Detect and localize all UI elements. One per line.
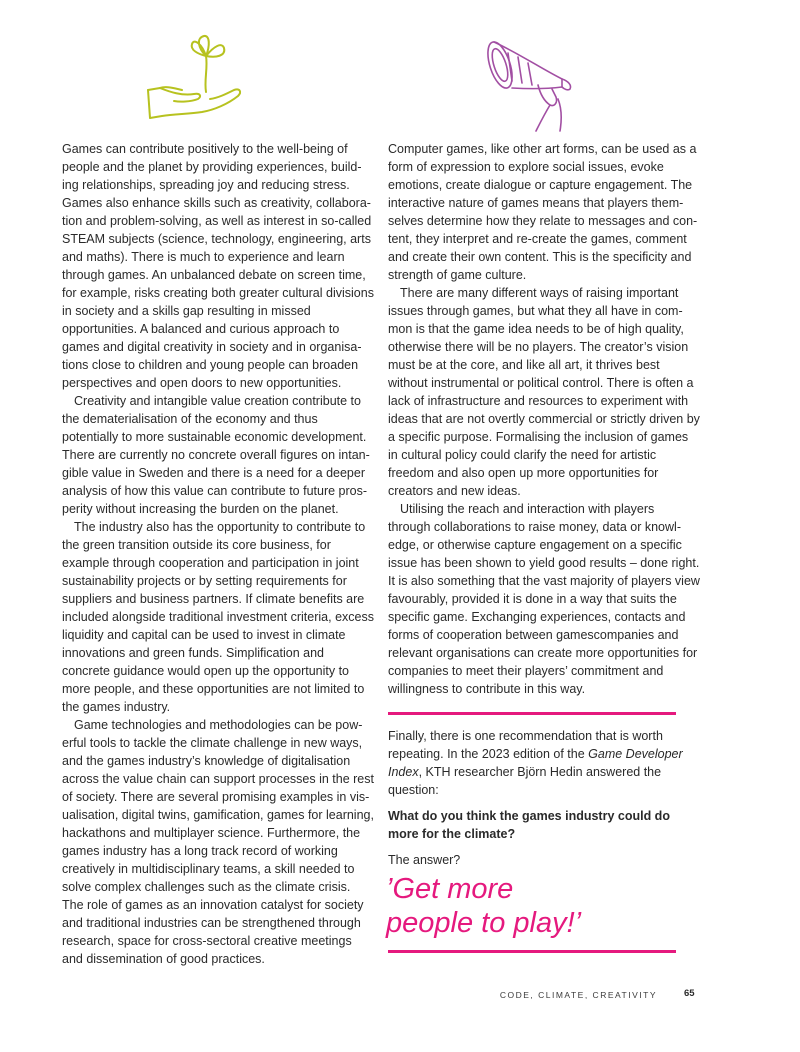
left-paragraph-4: Game technologies and methodologies can be powerful tools to tackle the climate challenge in new ways, and the games industry’s knowledge of digitalisation across the value chain can support processes in the rest of society. There are several promising examples in visualisation, digital twins, gamification, games for learning, hackathons and multiplayer science. Furthermore, the games industry has a long track record of working creatively in multidisciplinary teams, a skill needed to solve complex challenges such as the climate crisis. The role of games as an innovation catalyst for society and traditional industries can be strengthened through research, space for cross-sectoral creative meetings and dissemination of good practices.	[62, 718, 374, 966]
closing-intro-text-end: , KTH researcher Björn Hedin answered the question:	[388, 765, 662, 797]
right-paragraph-1: Computer games, like other art forms, can be used as a form of expression to explore social issues, evoke emotions, create dialogue or capture engagement. The interactive nature of games means that players themselves determine how they relate to messages and content, they interpret and re-create the games, comment and create their own content. This is the specificity and strength of game culture.	[388, 142, 698, 282]
footer-section-title: CODE, CLIMATE, CREATIVITY	[499, 990, 657, 1000]
closing-intro-text: Finally, there is one recommendation that is worth repeating. In the 2023 edition of the	[388, 729, 663, 761]
megaphone-icon	[478, 33, 588, 133]
right-column	[388, 140, 700, 698]
closing-intro	[388, 727, 688, 799]
hand-with-sprout-icon	[140, 30, 250, 125]
pull-quote-line-1: ’Get more	[386, 873, 514, 905]
pull-quote-line-2: people to play!’	[386, 907, 582, 939]
accent-divider-bottom	[388, 950, 676, 953]
accent-divider-top	[388, 712, 676, 715]
left-column	[62, 140, 374, 968]
page-number: 65	[684, 988, 695, 999]
right-paragraph-2: There are many different ways of raising important issues through games, but what they all have in common is that the game idea needs to be of high quality, otherwise there will be no players. The creator’s vision must be at the core, and like all art, it thrives best without instrumental or political control. There is often a lack of infrastructure and resources to experiment with ideas that are not overtly commercial or strictly driven by a specific purpose. Formalising the inclusion of games in cultural policy could clarify the need for artistic freedom and also open up more opportunities for creators and new ideas.	[388, 286, 700, 498]
right-paragraph-3: Utilising the reach and interaction with players through collaborations to raise money, data or knowledge, or otherwise capture engagement on a specific issue has been shown to yield good results – done right. It is also something that the vast majority of players view favourably, provided it is done in a way that suits the specific game. Exchanging experiences, contacts and forms of cooperation between gamescompanies and relevant organisations can create more opportunities for companies to meet their players’ commitment and willingness to contribute in this way.	[388, 502, 700, 696]
left-paragraph-1: Games can contribute positively to the well-being of people and the planet by providing experiences, building relationships, spreading joy and reducing stress. Games also enhance skills such as creativity, collaboration and problem-solving, as well as interest in so-called STEAM subjects (science, technology, engineering, arts and maths). There is much to experience and learn through games. An unbalanced debate on screen time, for example, risks creating both greater cultural divisions in society and a skills gap resulting in missed opportunities. A balanced and curious approach to games and digital creativity in society and in organisations close to children and young people can broaden perspectives and open doors to new opportunities.	[62, 142, 374, 390]
left-paragraph-2: Creativity and intangible value creation contribute to the dematerialisation of the economy and thus potentially to more sustainable economic development. There are currently no concrete overall figures on intangible value in Sweden and there is a need for a deeper analysis of how this value can contribute to future prosperity without increasing the burden on the planet.	[62, 394, 370, 516]
closing-answer-intro: The answer?	[388, 853, 461, 867]
closing-section	[388, 727, 688, 869]
publication-title: Game Developer Index	[388, 747, 683, 779]
left-paragraph-3: The industry also has the opportunity to contribute to the green transition outside its core business, for example through cooperation and participation in joint sustainability projects or by setting requirements for suppliers and business partners. If climate benefits are included alongside traditional investment criteria, excess liquidity and capital can be used to invest in climate innovations and green funds. Simplification and concrete guidance would open up the opportunity to more people, and these opportunities are not limited to the games industry.	[62, 520, 374, 714]
closing-question: What do you think the games industry could do more for the climate?	[388, 809, 670, 841]
pull-quote	[386, 872, 706, 940]
